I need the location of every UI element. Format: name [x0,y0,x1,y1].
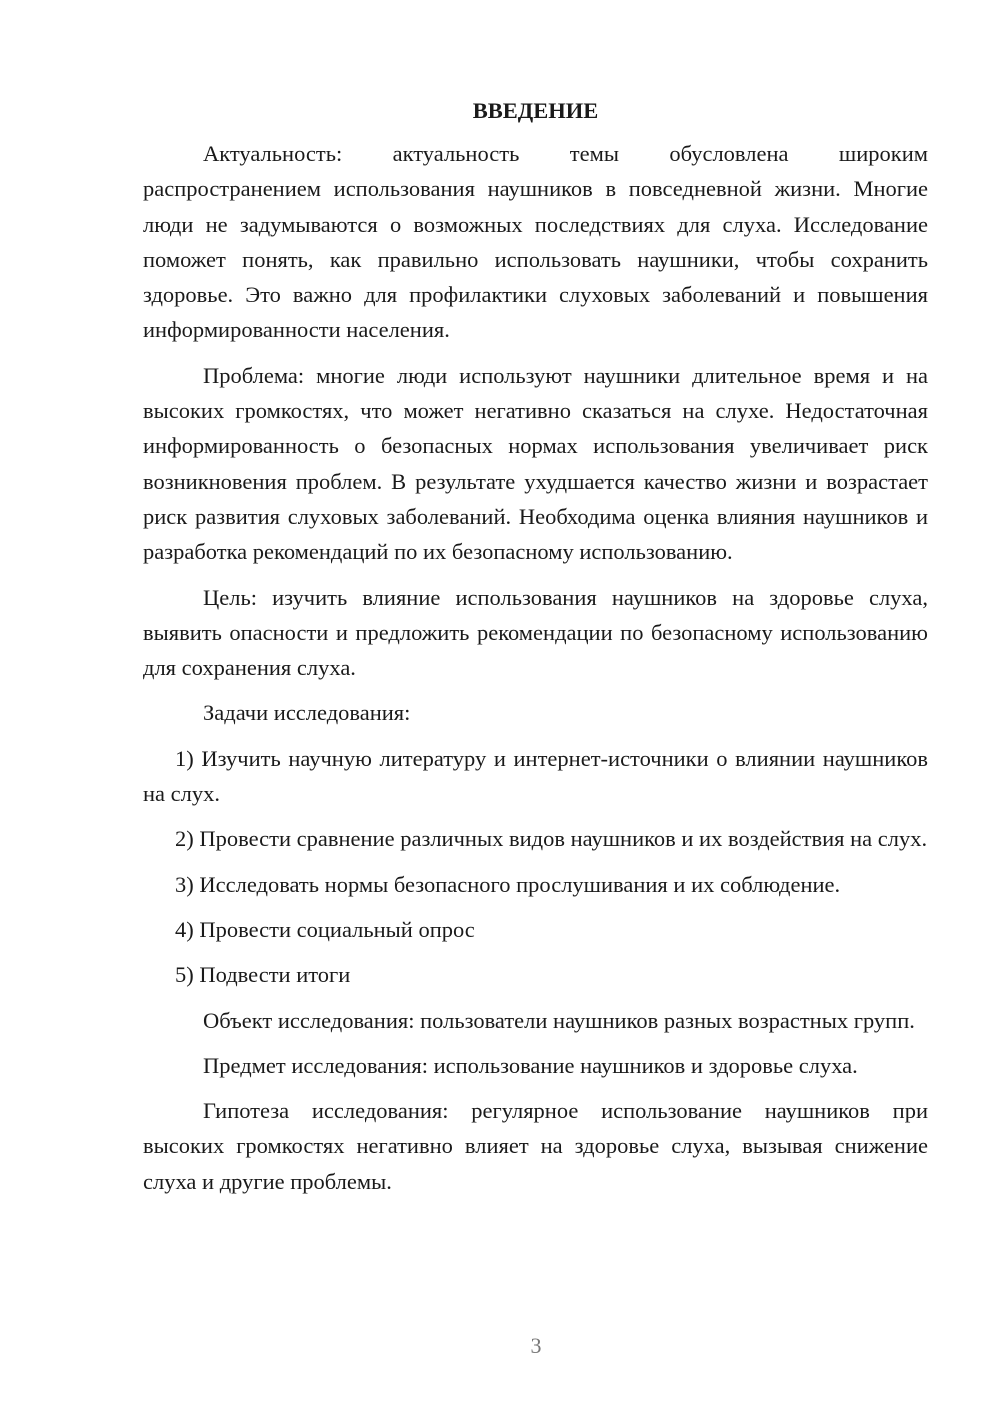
page-content [143,96,928,1209]
task-item-2: 2) Провести сравнение различных видов наушников и их воздействия на слух. [175,826,928,852]
task-item-4: 4) Провести социальный опрос [175,916,475,942]
section-title: ВВЕДЕНИЕ [472,98,599,123]
paragraph-relevance: Актуальность: актуальность темы обусловлена широким распространением использования наушников в повседневной жизни. Многие люди не задумываются о возможных последствиях для слуха. Исследование поможет понять, как правильно использовать наушники, чтобы сохранить здоровье. Это важно для профилактики слуховых заболеваний и повышения информированности населения. [143,141,928,343]
paragraph-goal: Цель: изучить влияние использования наушников на здоровье слуха, выявить опасности и предложить рекомендации по безопасному использованию для сохранения слуха. [143,584,928,681]
task-item-5: 5) Подвести итоги [175,962,351,988]
paragraph-hypothesis: Гипотеза исследования: регулярное использование наушников при высоких громкостях негативно влияет на здоровье слуха, вызывая снижение слуха и другие проблемы. [143,1098,928,1194]
paragraph-subject: Предмет исследования: использование наушников и здоровье слуха. [203,1052,858,1078]
task-item-3: 3) Исследовать нормы безопасного прослушивания и их соблюдение. [175,871,841,897]
page-number: 3 [530,1333,542,1358]
paragraph-object: Объект исследования: пользователи наушников разных возрастных групп. [203,1007,915,1033]
task-item-1: 1) Изучить научную литературу и интернет-источники о влиянии наушников на слух. [143,745,928,807]
tasks-heading: Задачи исследования: [203,700,411,726]
paragraph-problem: Проблема: многие люди используют наушники длительное время и на высоких громкостях, что может негативно сказаться на слухе. Недостаточная информированность о безопасных нормах использования увеличивает риск возникновения проблем. В результате ухудшается качество жизни и возрастает риск развития слуховых заболеваний. Необходима оценка влияния наушников и разработка рекомендаций по их безопасному использованию. [143,362,928,565]
